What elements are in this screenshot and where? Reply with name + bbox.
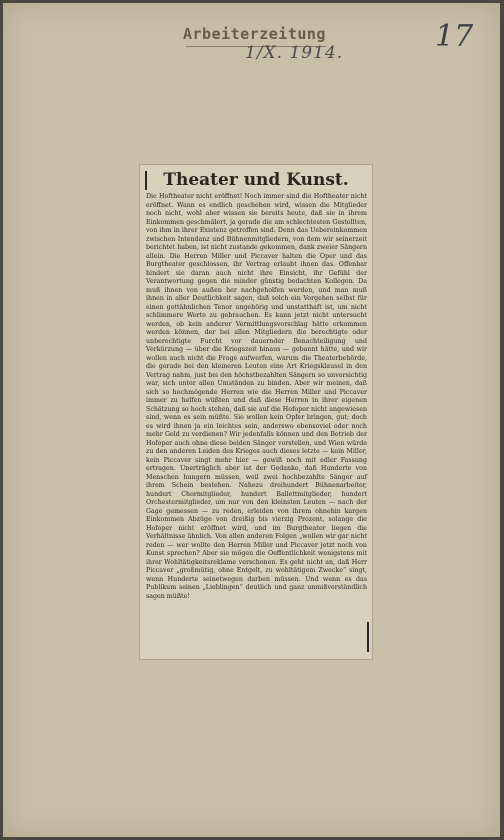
- handwritten-page-number: 17: [435, 19, 474, 54]
- newspaper-clipping: [140, 165, 372, 659]
- archive-sheet: [3, 3, 500, 837]
- article-title: Theater und Kunst.: [163, 170, 349, 190]
- article-body: Die Hoftheater nicht eröffnet! Noch immer sind die Hoftheater nicht eröffnet. Wann es endlich geschehen wird, wissen die Mitglieder noch nicht, wohl aber wissen sie bereits heute, daß sie in ihrem Einkommen geschmälert, ja gerade die am schlechtesten Gestellten, von ihm in ihrer Existenz getroffen sind. Denn das Uebereinkommen zwischen Intendanz und Bühnenmitgliedern, von dem wir seinerzeit berichtet haben, ist nicht zustande gekommen, dank zweier Sängern allein. Die Herren Miller und Piccaver halten die Oper und das Burgtheater geschlossen, ihr Vertrag erlaubt ihnen das. Offenbar hindert sie daran auch nicht ihre Einsicht, ihr Gefühl der Verantwortung gegen die minder günstig bedachten Kollegen. Da muß ihnen von außen her nachgeholfen werden, und man muß ihnen in aller Deutlichkeit sagen, daß solch ein Vorgehen selbst für einen gottähnlichen Tenor ungehörig und unstatthaft ist, um nicht schlimmere Worte zu gebrauchen. Es kann jetzt nicht untersucht werden, ob kein anderer Vermittlungsvorschlag hätte erkommen werden können, der bei allen Mitgliedern die berechtigte oder unberechtigte Furcht vor dauernder Benachteiligung und Verkürzung — über die Kriegszeit hinaus — gebannt hätte, und wir wollen auch nicht die Frage aufwerfen, warum die Theaterbehörde, die gerade bei den kleineren Leuten eine Art Kriegsklausel in den Vertrag nahm, just bei den höchstbezahlten Sängern so unvorsichtig war, sich unter allen Umständen zu binden. Aber wir meinen, daß sich so hochmögende Herren wie die Herren Miller und Piccaver immer zu helfen wüßten und daß diese Herren in ihrer eigenen Schätzung so hoch stehen, daß sie auf die Hofoper nicht angewiesen sind, wenn es sein müßte. Sie wollen kein Opfer bringen, gut; doch es wird ihnen ja ein leichtes sein, anderswo ebensoviel oder noch mehr Geld zu verdienen? Wir jedenfalls können und den Betrieb der Hofoper auch ohne diese beiden Sänger vorstellen, und Wien würde zu den anderen Leiden des Krieges auch dieses letzte — kein Miller, kein Piccaver singt mehr hier — gewiß noch mit edler Fassung ertragen. Unerträglich aber ist der Gedanke, daß Hunderte von Menschen hungern müssen, weil zwei hochbezahlte Sänger auf ihrem Schein bestehen. Nahezu dreihundert Bühnenarbeiter, hundert Chormitglieder, hundert Ballettmitglieder, hundert Orchestermitglieder, um nur von den kleinsten Leuten — nach der Gage gemessen — zu reden, erleiden von ihrem ohnehin kargen Einkommen Abzüge von dreißig bis vierzig Prozent, solange die Hofoper nicht eröffnet wird, und im Burgtheater liegen die Verhältnisse ähnlich. Von allen anderen Folgen „wollen wir gar nicht reden — wer wollte den Herren Miller und Piccaver jetzt noch von Kunst sprechen? Aber sie mögen die Oeffentlichkeit wenigstens mit ihrer Wohltätigkeitsreklame verschonen. Es geht nicht an, daß Herr Piccaver „großmütig, ohne Entgelt, zu wohltätigem Zwecke“ singt, wenn Hunderte seinetwegen darben müssen. Und wenn es das Publikum seinen „Lieblingen“ deutlich und ganz unmißverständlich sagen müßte!: [146, 193, 367, 600]
- newspaper-stamp: Arbeiterzeitung: [183, 25, 326, 43]
- margin-mark: [367, 622, 369, 652]
- handwritten-date: 1/X. 1914.: [245, 43, 344, 63]
